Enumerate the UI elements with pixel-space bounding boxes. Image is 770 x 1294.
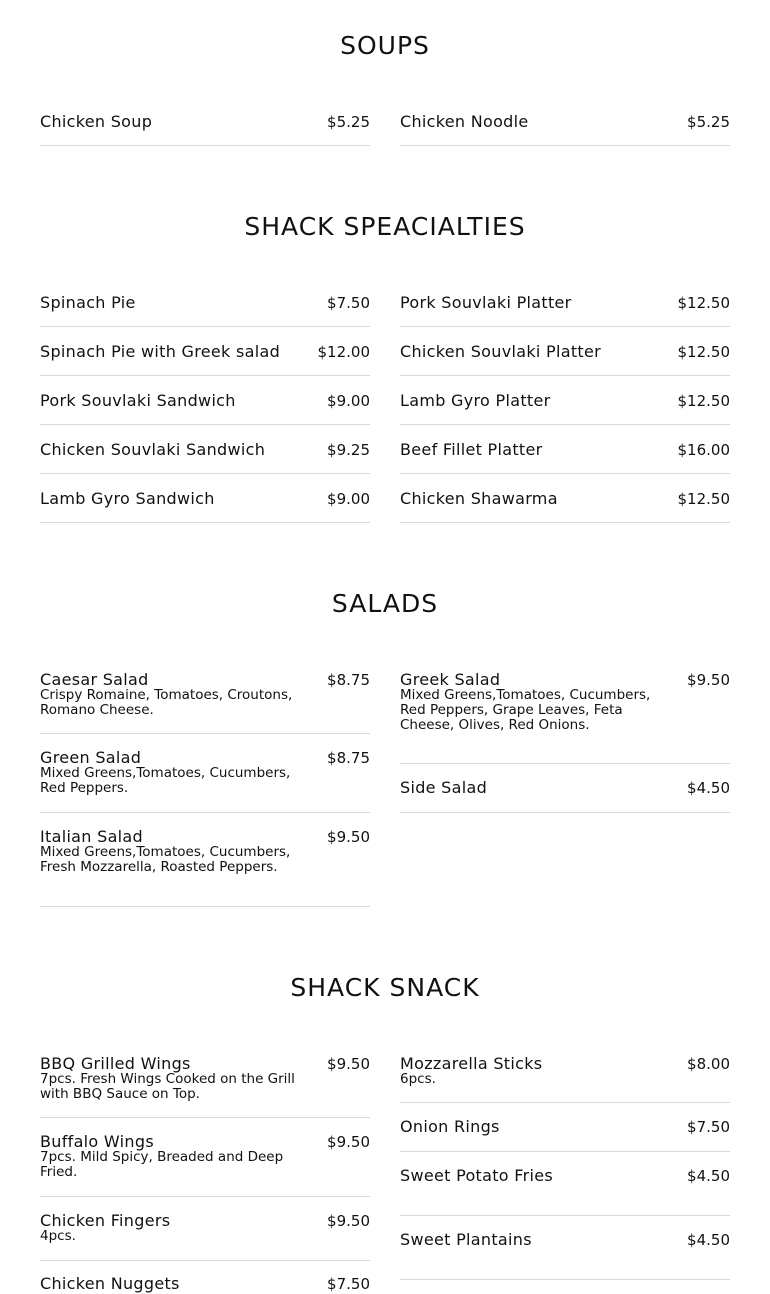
item-price: $7.50: [687, 1118, 730, 1136]
menu-item[interactable]: [40, 813, 370, 907]
item-price: $7.50: [327, 294, 370, 312]
item-name: Chicken Souvlaki Platter: [400, 342, 601, 361]
item-name: Beef Fillet Platter: [400, 440, 543, 459]
item-name: Spinach Pie with Greek salad: [40, 342, 281, 361]
item-name: Pork Souvlaki Platter: [400, 293, 572, 312]
menu-item[interactable]: [400, 425, 730, 474]
menu-item[interactable]: [40, 660, 370, 734]
item-name: BBQ Grilled Wings: [40, 1054, 191, 1073]
item-name: Spinach Pie: [40, 293, 136, 312]
menu-item[interactable]: [400, 327, 730, 376]
menu-item[interactable]: [40, 1118, 370, 1197]
item-price: $9.50: [687, 671, 730, 689]
item-price: $9.00: [327, 490, 370, 508]
section-title-soups: SOUPS: [340, 31, 430, 60]
item-name: Chicken Fingers: [40, 1211, 171, 1230]
item-name: Side Salad: [400, 778, 488, 797]
item-name: Lamb Gyro Platter: [400, 391, 551, 410]
item-price: $8.75: [327, 671, 370, 689]
menu-item[interactable]: [400, 376, 730, 425]
snack-left-column: [40, 1044, 370, 1291]
item-price: $7.50: [327, 1275, 370, 1293]
menu-item[interactable]: [400, 474, 730, 523]
item-price: $8.00: [687, 1055, 730, 1073]
specialties-left-column: [40, 278, 370, 523]
item-description: Crispy Romaine, Tomatoes, Croutons, Romano Cheese.: [40, 687, 293, 718]
item-description: Mixed Greens,Tomatoes, Cucumbers, Red Peppers, Grape Leaves, Feta Cheese, Olives, Red Onions.: [400, 687, 651, 733]
item-price: $12.50: [677, 343, 730, 361]
item-name: Sweet Potato Fries: [400, 1166, 554, 1185]
menu-item[interactable]: [400, 1103, 730, 1152]
item-description: 4pcs.: [40, 1228, 76, 1244]
menu-item[interactable]: [400, 1044, 730, 1103]
item-description: Mixed Greens,Tomatoes, Cucumbers, Red Peppers.: [40, 765, 291, 796]
item-price: $12.50: [677, 392, 730, 410]
item-price: $4.50: [687, 1231, 730, 1249]
item-name: Green Salad: [40, 748, 142, 767]
item-name: Sweet Plantains: [400, 1230, 532, 1249]
menu-item[interactable]: [40, 734, 370, 813]
item-description: Mixed Greens,Tomatoes, Cucumbers, Fresh Mozzarella, Roasted Peppers.: [40, 844, 291, 875]
item-price: $8.75: [327, 749, 370, 767]
item-price: $12.50: [677, 294, 730, 312]
section-title-specialties: SHACK SPEACIALTIES: [244, 212, 526, 241]
menu-item[interactable]: [40, 1261, 370, 1291]
snack-right-column: [400, 1044, 730, 1280]
menu-item[interactable]: [400, 1216, 730, 1280]
menu-item[interactable]: [400, 1152, 730, 1216]
section-title-snack: SHACK SNACK: [290, 973, 480, 1002]
item-price: $4.50: [687, 779, 730, 797]
soups-right-column: [400, 97, 730, 146]
item-name: Chicken Noodle: [400, 112, 529, 131]
menu-item[interactable]: [400, 660, 730, 764]
menu-item[interactable]: [400, 278, 730, 327]
menu-item[interactable]: [40, 425, 370, 474]
soups-left-column: [40, 97, 370, 146]
specialties-right-column: [400, 278, 730, 523]
menu-item[interactable]: [40, 474, 370, 523]
item-name: Italian Salad: [40, 827, 143, 846]
menu-item[interactable]: [40, 376, 370, 425]
salads-left-column: [40, 660, 370, 907]
item-name: Chicken Shawarma: [400, 489, 558, 508]
item-price: $12.50: [677, 490, 730, 508]
menu-item[interactable]: [400, 97, 730, 146]
salads-right-column: [400, 660, 730, 813]
item-description: 6pcs.: [400, 1071, 436, 1087]
menu-item[interactable]: [40, 1197, 370, 1261]
item-price: $9.50: [327, 1055, 370, 1073]
item-description: 7pcs. Mild Spicy, Breaded and Deep Fried.: [40, 1149, 284, 1180]
item-price: $9.25: [327, 441, 370, 459]
menu-item[interactable]: [40, 97, 370, 146]
item-name: Chicken Soup: [40, 112, 153, 131]
item-price: $12.00: [317, 343, 370, 361]
item-price: $9.00: [327, 392, 370, 410]
item-price: $16.00: [677, 441, 730, 459]
item-price: $9.50: [327, 1133, 370, 1151]
item-name: Greek Salad: [400, 670, 501, 689]
item-price: $5.25: [327, 113, 370, 131]
item-name: Buffalo Wings: [40, 1132, 154, 1151]
menu-item[interactable]: [40, 1044, 370, 1118]
item-price: $4.50: [687, 1167, 730, 1185]
item-name: Onion Rings: [400, 1117, 500, 1136]
section-title-salads: SALADS: [331, 589, 439, 618]
item-name: Mozzarella Sticks: [400, 1054, 543, 1073]
item-name: Chicken Souvlaki Sandwich: [40, 440, 266, 459]
item-name: Pork Souvlaki Sandwich: [40, 391, 236, 410]
menu-item[interactable]: [40, 327, 370, 376]
item-name: Caesar Salad: [40, 670, 149, 689]
menu-item[interactable]: [40, 278, 370, 327]
item-price: $5.25: [687, 113, 730, 131]
item-price: $9.50: [327, 828, 370, 846]
menu-item[interactable]: [400, 764, 730, 813]
item-name: Lamb Gyro Sandwich: [40, 489, 215, 508]
item-description: 7pcs. Fresh Wings Cooked on the Grill with BBQ Sauce on Top.: [40, 1071, 295, 1102]
item-name: Chicken Nuggets: [40, 1274, 180, 1293]
item-price: $9.50: [327, 1212, 370, 1230]
